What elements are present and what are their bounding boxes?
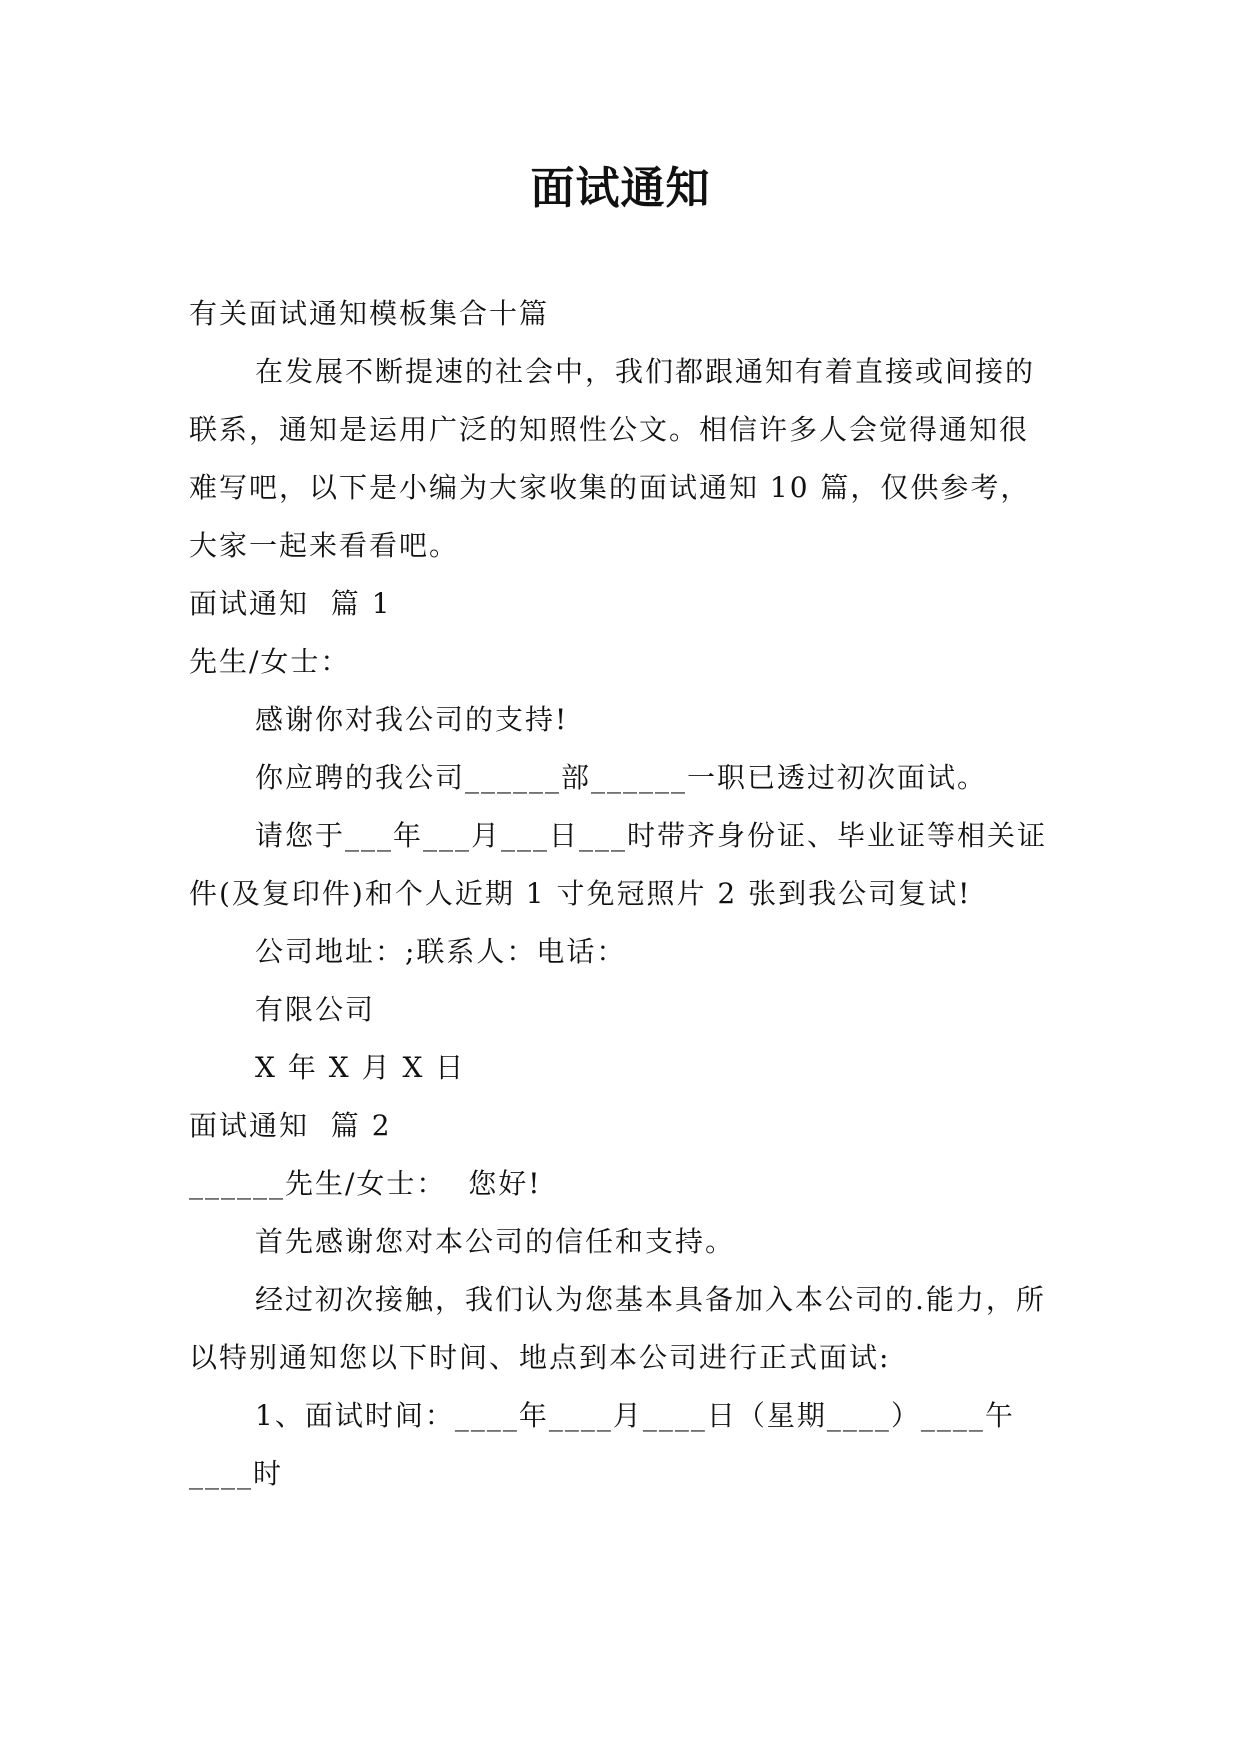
paragraph-contact-1: 公司地址：;联系人：电话：	[255, 935, 627, 968]
paragraph-subtitle: 有关面试通知模板集合十篇	[189, 297, 550, 330]
salutation-1: 先生/女士：	[189, 645, 351, 678]
salutation-2: ______先生/女士： 您好!	[189, 1167, 542, 1200]
paragraph-thanks-1: 感谢你对我公司的支持!	[255, 703, 569, 736]
paragraph-interview-time-2: 1、面试时间：____年____月____日（星期____）____午____时	[189, 1399, 1015, 1490]
section-heading-2: 面试通知 篇 2	[189, 1109, 392, 1142]
paragraph-notice-2: 经过初次接触，我们认为您基本具备加入本公司的.能力，所以特别通知您以下时间、地点到本公司进行正式面试:	[189, 1283, 1046, 1374]
paragraph-intro: 在发展不断提速的社会中，我们都跟通知有着直接或间接的联系，通知是运用广泛的知照性公文。相信许多人会觉得通知很难写吧，以下是小编为大家收集的面试通知 10 篇，仅供参考，大家一起来看看吧。	[189, 355, 1036, 562]
document-title: 面试通知	[530, 163, 711, 214]
paragraph-instructions-1: 请您于___年___月___日___时带齐身份证、毕业证等相关证件(及复印件)和个人近期 1 寸免冠照片 2 张到我公司复试!	[189, 819, 1048, 910]
document-body	[189, 285, 1049, 1503]
signature-company-1: 有限公司	[255, 993, 376, 1026]
paragraph-position-1: 你应聘的我公司______部______一职已透过初次面试。	[255, 761, 988, 794]
paragraph-thanks-2: 首先感谢您对本公司的信任和支持。	[255, 1225, 736, 1258]
signature-date-1: X 年 X 月 X 日	[255, 1051, 466, 1084]
section-heading-1: 面试通知 篇 1	[189, 587, 392, 620]
